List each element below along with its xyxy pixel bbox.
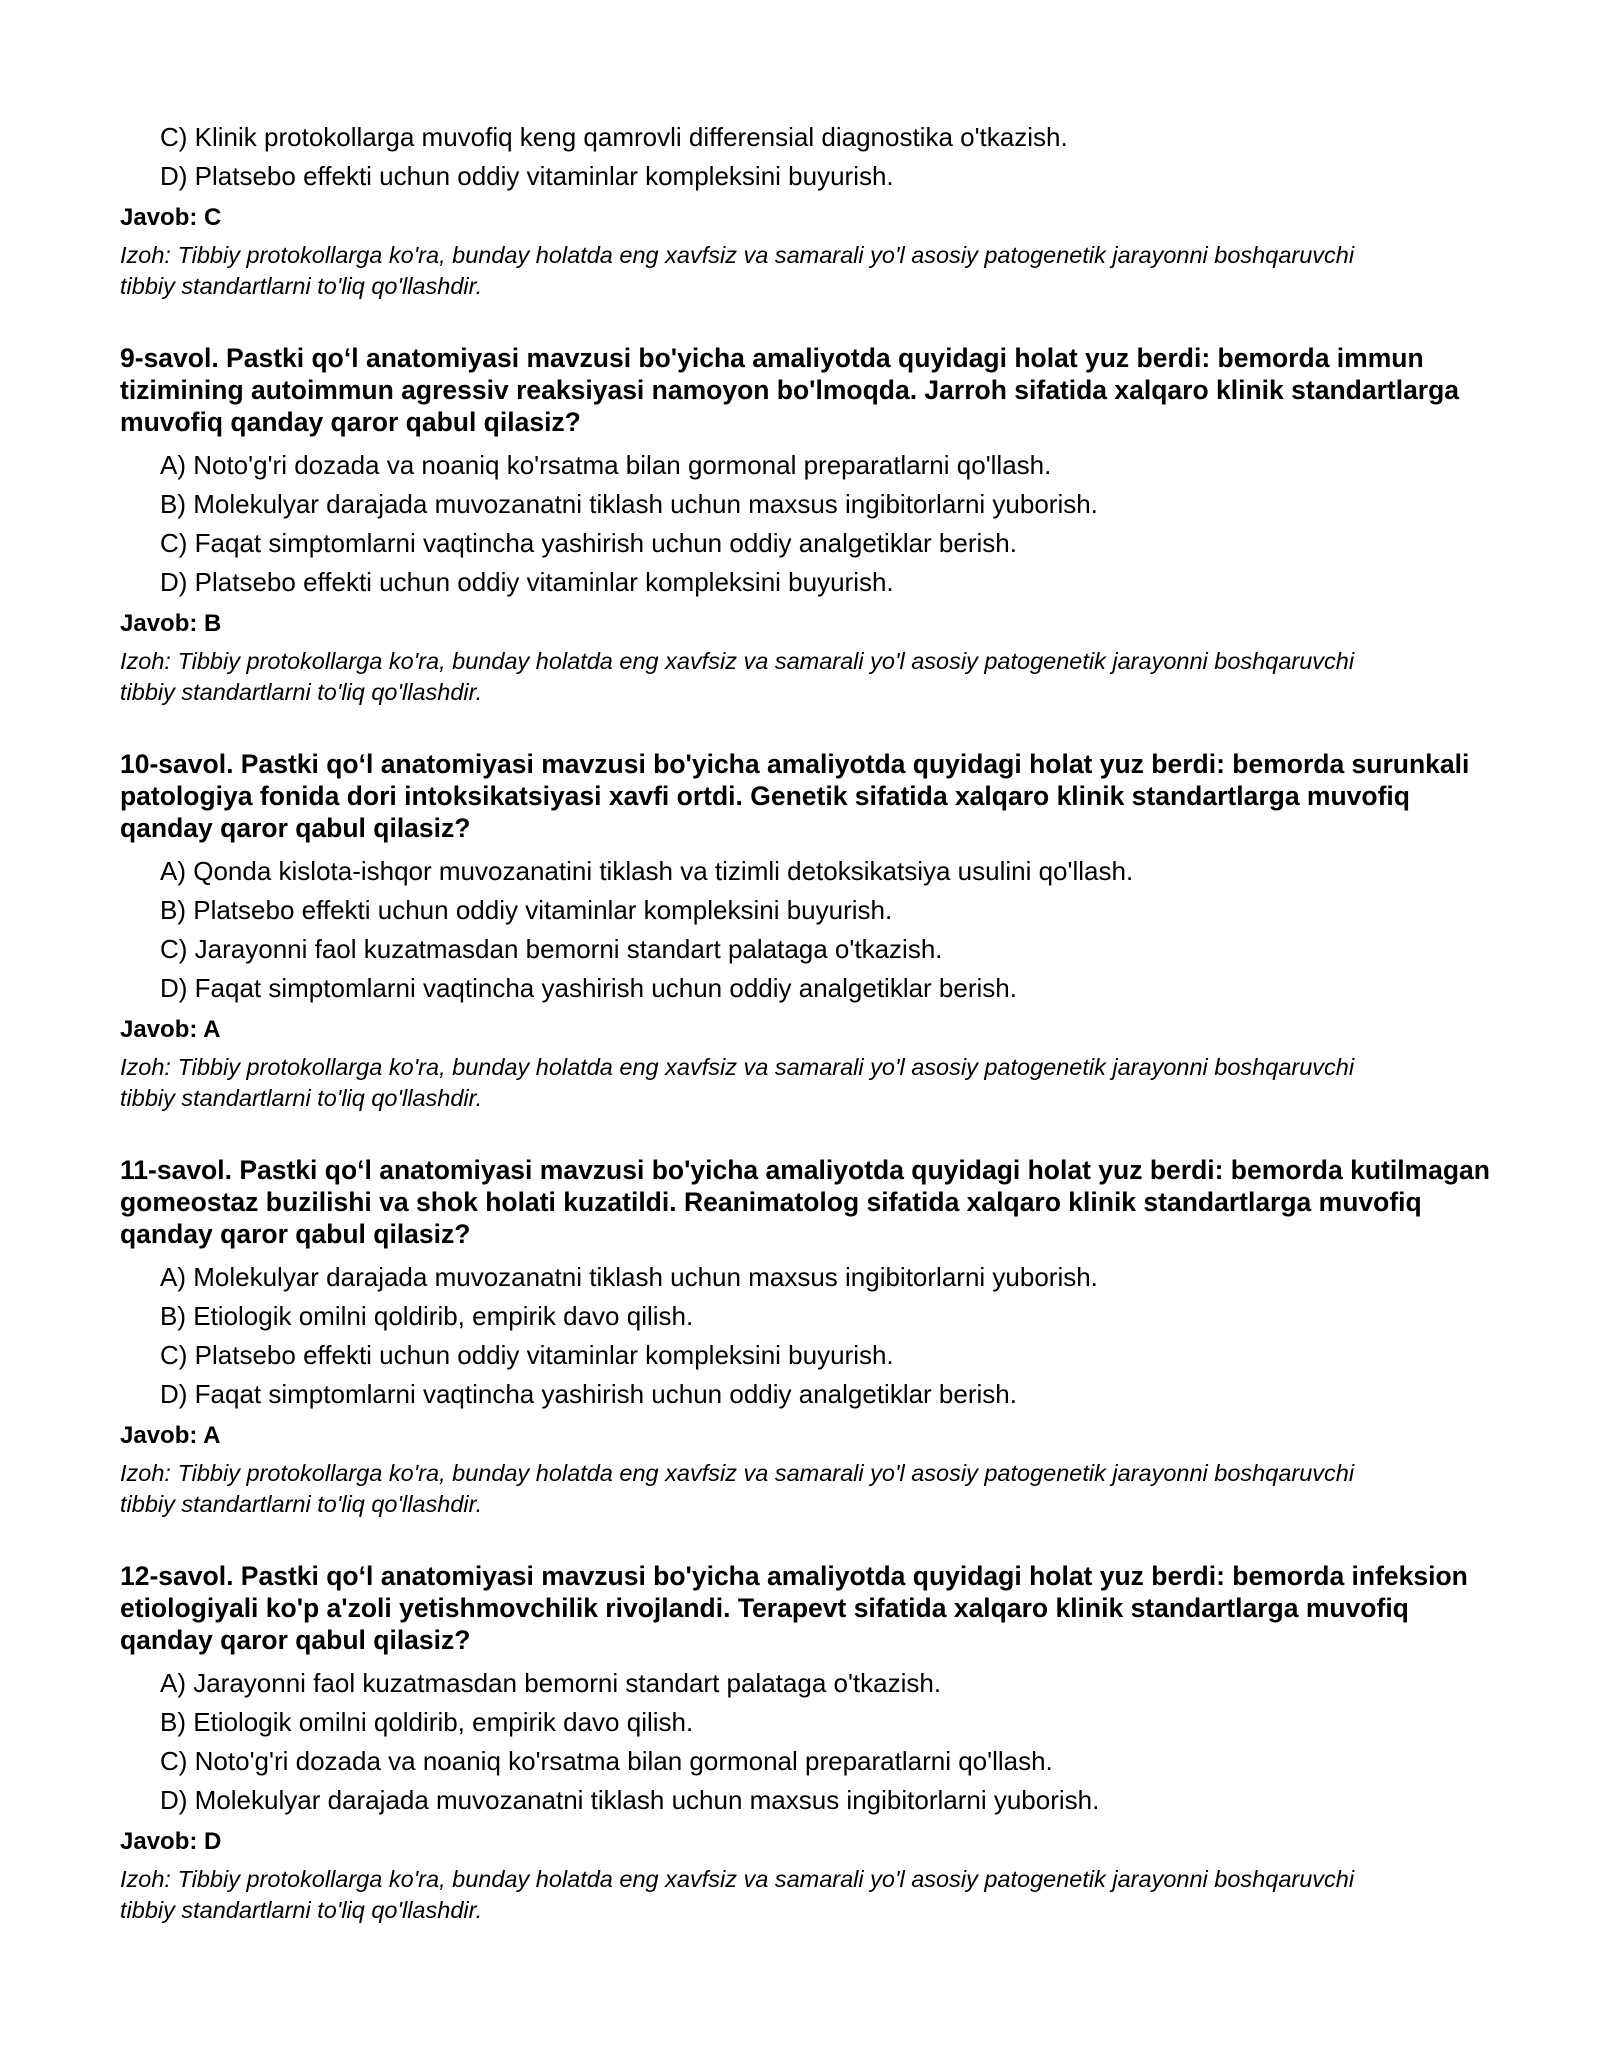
option-b: B) Etiologik omilni qoldirib, empirik davo qilish. [160, 1301, 694, 1331]
option-d: D) Faqat simptomlarni vaqtincha yashirish uchun oddiy analgetiklar berish. [160, 973, 1017, 1003]
option-b: B) Molekulyar darajada muvozanatni tiklash uchun maxsus ingibitorlarni yuborish. [160, 489, 1098, 519]
explanation-note: Izoh: Tibbiy protokollarga ko'ra, bunday holatda eng xavfsiz va samarali yo'l asosiy patogenetik jarayonni boshqaruvchi tibbiy standartlarni to'liq qo'llashdir. [120, 1866, 1355, 1923]
option-c: C) Jarayonni faol kuzatmasdan bemorni standart palataga o'tkazish. [160, 934, 943, 964]
option-c: C) Klinik protokollarga muvofiq keng qamrovli differensial diagnostika o'tkazish. [160, 122, 1068, 152]
question-12 [120, 1560, 1480, 1926]
option-a: A) Qonda kislota-ishqor muvozanatini tiklash va tizimli detoksikatsiya usulini qo'llash. [160, 856, 1134, 886]
question-11 [120, 1154, 1490, 1520]
explanation-note: Izoh: Tibbiy protokollarga ko'ra, bunday holatda eng xavfsiz va samarali yo'l asosiy patogenetik jarayonni boshqaruvchi tibbiy standartlarni to'liq qo'llashdir. [120, 242, 1355, 299]
answer-label: Javob: D [120, 1828, 222, 1855]
question-text: 10-savol. Pastki qo‘l anatomiyasi mavzusi bo'yicha amaliyotda quyidagi holat yuz berdi: bemorda surunkali patologiya fonida dori intoksikatsiyasi xavfi ortdi. Genetik sifatida xalqaro klinik standartlarga muvofiq qanday qaror qabul qilasiz? [120, 749, 1470, 843]
option-b: B) Platsebo effekti uchun oddiy vitaminlar kompleksini buyurish. [160, 895, 893, 925]
option-b: B) Etiologik omilni qoldirib, empirik davo qilish. [160, 1707, 694, 1737]
question-8-continuation [120, 118, 1480, 302]
option-c: C) Faqat simptomlarni vaqtincha yashirish uchun oddiy analgetiklar berish. [160, 528, 1017, 558]
explanation-note: Izoh: Tibbiy protokollarga ko'ra, bunday holatda eng xavfsiz va samarali yo'l asosiy patogenetik jarayonni boshqaruvchi tibbiy standartlarni to'liq qo'llashdir. [120, 1460, 1355, 1517]
option-a: A) Jarayonni faol kuzatmasdan bemorni standart palataga o'tkazish. [160, 1668, 942, 1698]
explanation-note: Izoh: Tibbiy protokollarga ko'ra, bunday holatda eng xavfsiz va samarali yo'l asosiy patogenetik jarayonni boshqaruvchi tibbiy standartlarni to'liq qo'llashdir. [120, 1054, 1355, 1111]
question-9 [120, 342, 1480, 708]
option-a: A) Molekulyar darajada muvozanatni tiklash uchun maxsus ingibitorlarni yuborish. [160, 1262, 1098, 1292]
question-text: 11-savol. Pastki qo‘l anatomiyasi mavzusi bo'yicha amaliyotda quyidagi holat yuz berdi: bemorda kutilmagan gomeostaz buzilishi va shok holati kuzatildi. Reanimatolog sifatida xalqaro klinik standartlarga muvofiq qanday qaror qabul qilasiz? [120, 1155, 1490, 1249]
option-d: D) Faqat simptomlarni vaqtincha yashirish uchun oddiy analgetiklar berish. [160, 1379, 1017, 1409]
option-c: C) Noto'g'ri dozada va noaniq ko'rsatma bilan gormonal preparatlarni qo'llash. [160, 1746, 1053, 1776]
question-text: 12-savol. Pastki qo‘l anatomiyasi mavzusi bo'yicha amaliyotda quyidagi holat yuz berdi: bemorda infeksion etiologiyali ko'p a'zoli yetishmovchilik rivojlandi. Terapevt sifatida xalqaro klinik standartlarga muvofiq qanday qaror qabul qilasiz? [120, 1561, 1468, 1655]
option-d: D) Molekulyar darajada muvozanatni tiklash uchun maxsus ingibitorlarni yuborish. [160, 1785, 1100, 1815]
option-c: C) Platsebo effekti uchun oddiy vitaminlar kompleksini buyurish. [160, 1340, 894, 1370]
question-10 [120, 748, 1480, 1114]
option-d: D) Platsebo effekti uchun oddiy vitaminlar kompleksini buyurish. [160, 567, 894, 597]
option-d: D) Platsebo effekti uchun oddiy vitaminlar kompleksini buyurish. [160, 161, 894, 191]
answer-label: Javob: A [120, 1422, 221, 1449]
answer-label: Javob: C [120, 204, 222, 231]
option-a: A) Noto'g'ri dozada va noaniq ko'rsatma bilan gormonal preparatlarni qo'llash. [160, 450, 1052, 480]
question-text: 9-savol. Pastki qo‘l anatomiyasi mavzusi bo'yicha amaliyotda quyidagi holat yuz berdi: bemorda immun tizimining autoimmun agressiv reaksiyasi namoyon bo'lmoqda. Jarroh sifatida xalqaro klinik standartlarga muvofiq qanday qaror qabul qilasiz? [120, 343, 1460, 437]
answer-label: Javob: A [120, 1016, 221, 1043]
explanation-note: Izoh: Tibbiy protokollarga ko'ra, bunday holatda eng xavfsiz va samarali yo'l asosiy patogenetik jarayonni boshqaruvchi tibbiy standartlarni to'liq qo'llashdir. [120, 648, 1355, 705]
answer-label: Javob: B [120, 610, 222, 637]
